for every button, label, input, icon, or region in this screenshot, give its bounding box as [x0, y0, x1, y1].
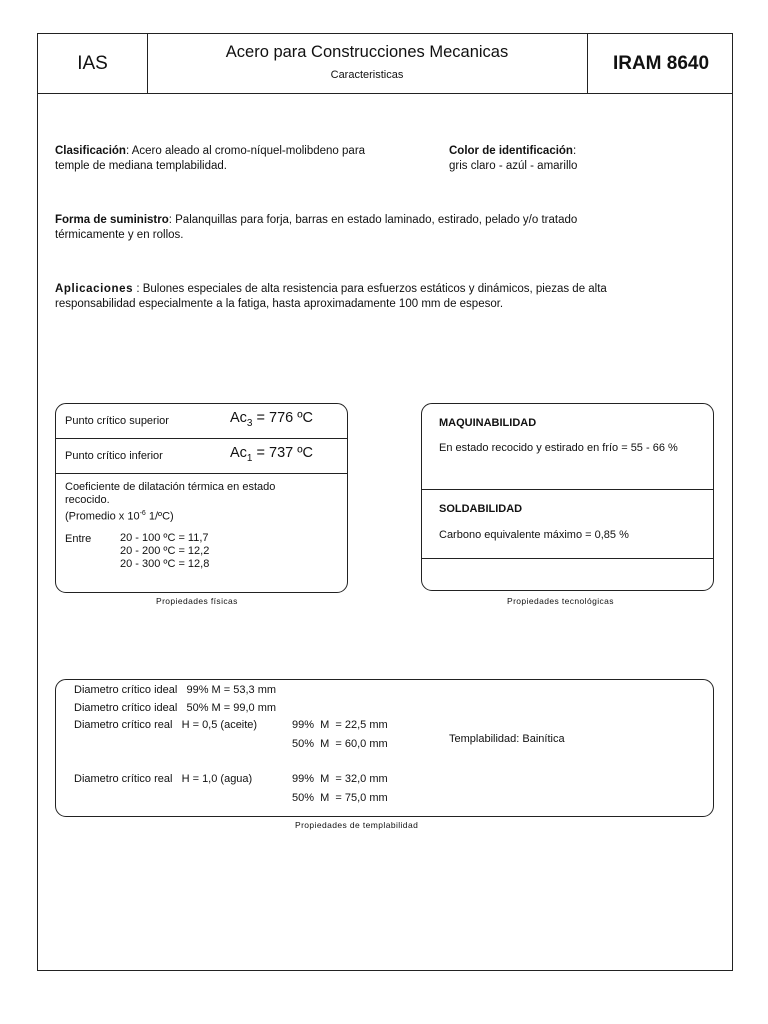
- fisicas-box: [55, 403, 348, 593]
- clasificacion-line1: : Acero aleado al cromo-níquel-molibdeno para: [125, 145, 366, 157]
- color-colon: :: [572, 145, 577, 157]
- ac3-value: = 776 ºC: [252, 410, 313, 426]
- suministro-line2: térmicamente y en rollos.: [55, 229, 184, 241]
- tecnologicas-caption: Propiedades tecnológicas: [507, 596, 614, 606]
- fisicas-row-inferior: [56, 439, 347, 474]
- templ-line1: Diametro crítico ideal 99% M = 53,3 mm: [74, 684, 277, 696]
- soldabilidad-title: SOLDABILIDAD: [439, 503, 523, 515]
- aplicaciones-block: [55, 282, 607, 312]
- coeficiente-exponent: -6: [139, 510, 146, 517]
- header-standard: IRAM 8640: [587, 34, 734, 93]
- clasificacion-block: [55, 144, 365, 174]
- color-block: [449, 144, 577, 174]
- entre-label: Entre: [65, 533, 92, 545]
- suministro-line1: : Palanquillas para forja, barras en estado laminado, estirado, pelado y/o tratado: [168, 214, 578, 226]
- tecnologicas-box: [421, 403, 714, 591]
- templ-line3a: Diametro crítico real H = 0,5 (aceite): [74, 719, 258, 731]
- punto-superior-value: [230, 410, 313, 429]
- header-subtitle: Caracteristicas: [330, 69, 404, 81]
- color-value: gris claro - azúl - amarillo: [449, 160, 578, 172]
- coeficiente-line3a: (Promedio x 10: [65, 510, 140, 523]
- punto-inferior-label: Punto crítico inferior: [65, 450, 163, 462]
- header-center: [147, 34, 587, 93]
- clasificacion-line2: temple de mediana templabilidad.: [55, 160, 227, 172]
- suministro-block: [55, 213, 577, 243]
- ac1-value: = 737 ºC: [252, 445, 313, 461]
- rango-1: 20 - 100 ºC = 11,7: [120, 532, 209, 544]
- punto-superior-label: Punto crítico superior: [65, 415, 169, 427]
- templ-tipo: Templabilidad: Bainítica: [449, 733, 565, 745]
- coeficiente-line3b: 1/ºC): [145, 510, 174, 523]
- ac3-subscript: 3: [246, 417, 253, 429]
- punto-inferior-value: [230, 445, 313, 464]
- templ-line5a: Diametro crítico real H = 1,0 (agua): [74, 773, 253, 785]
- coeficiente-block: [65, 481, 275, 524]
- header-title: Acero para Construcciones Mecanicas: [225, 43, 509, 61]
- aplicaciones-line1: : Bulones especiales de alta resistencia para esfuerzos estáticos y dinámicos, piezas de alta: [133, 283, 607, 295]
- templ-line6b: 50% M = 75,0 mm: [292, 792, 388, 804]
- templ-line4b: 50% M = 60,0 mm: [292, 738, 388, 750]
- fisicas-caption: Propiedades físicas: [156, 596, 238, 606]
- ac3-symbol: Ac: [230, 410, 247, 426]
- soldabilidad-row: [422, 490, 713, 559]
- maquinabilidad-title: MAQUINABILIDAD: [439, 417, 537, 429]
- ac1-subscript: 1: [246, 452, 253, 464]
- clasificacion-label: Clasificación: [55, 145, 126, 157]
- aplicaciones-label: Aplicaciones: [55, 283, 134, 295]
- suministro-label: Forma de suministro: [55, 214, 169, 226]
- ac1-symbol: Ac: [230, 445, 247, 461]
- rangos-block: [120, 532, 209, 571]
- templ-line5b: 99% M = 32,0 mm: [292, 773, 388, 785]
- templabilidad-box: [55, 679, 714, 817]
- templ-line3b: 99% M = 22,5 mm: [292, 719, 388, 731]
- header: [38, 34, 732, 94]
- maquinabilidad-row: [422, 404, 713, 490]
- soldabilidad-text: Carbono equivalente máximo = 0,85 %: [439, 529, 629, 541]
- templabilidad-caption: Propiedades de templabilidad: [295, 820, 419, 830]
- fisicas-row-superior: [56, 404, 347, 439]
- coeficiente-line2: recocido.: [65, 494, 110, 506]
- header-org: IAS: [38, 34, 148, 93]
- maquinabilidad-text: En estado recocido y estirado en frío = 55 - 66 %: [439, 442, 678, 454]
- rango-2: 20 - 200 ºC = 12,2: [120, 545, 210, 557]
- aplicaciones-line2: responsabilidad especialmente a la fatiga, hasta aproximadamente 100 mm de espesor.: [55, 298, 504, 310]
- rango-3: 20 - 300 ºC = 12,8: [120, 558, 210, 570]
- templ-line2: Diametro crítico ideal 50% M = 99,0 mm: [74, 702, 277, 714]
- coeficiente-line1: Coeficiente de dilatación térmica en estado: [65, 481, 276, 493]
- color-label: Color de identificación: [449, 145, 573, 157]
